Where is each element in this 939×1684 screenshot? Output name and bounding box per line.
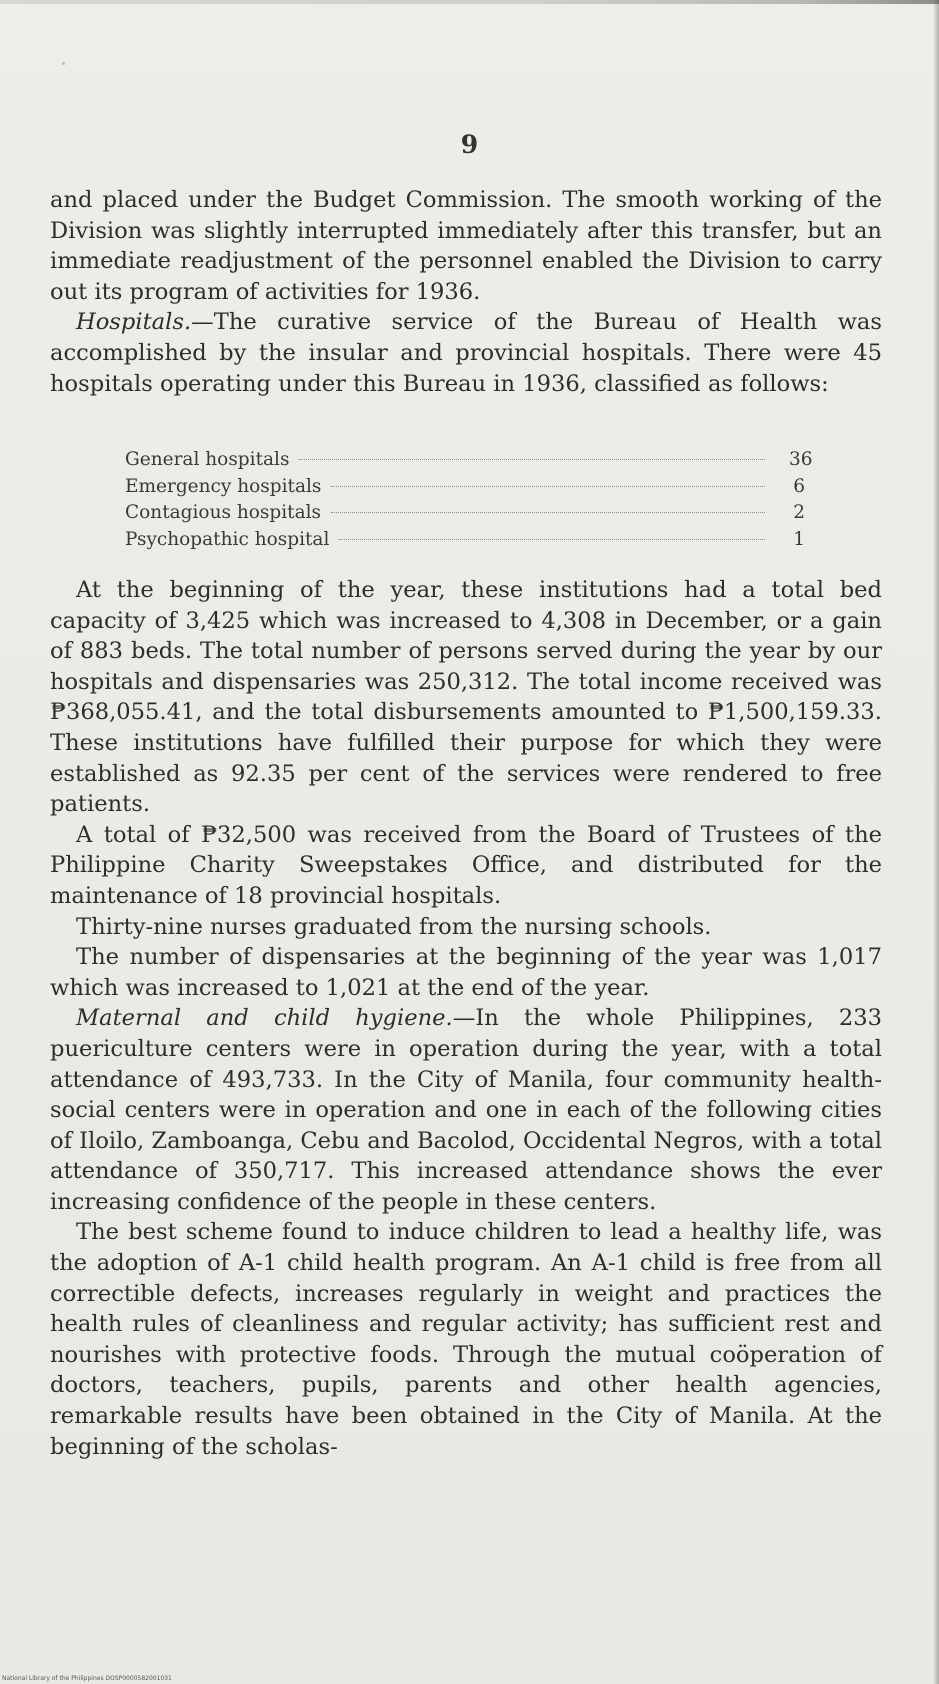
- paragraph-text: and placed under the Budget Commission. The smooth working of the Division was slightly interrupted immediately after this transfer, but an immediate readjustment of the personnel enabled the Division to carry out its program of activities for 1936.: [50, 187, 882, 305]
- paragraph-text: Thirty-nine nurses graduated from the nursing schools.: [76, 913, 712, 940]
- list-item: [125, 474, 825, 501]
- section-heading-maternal-child-hygiene: Maternal and child hygiene.: [76, 1005, 453, 1032]
- paragraph-text: —The curative service of the Bureau of Health was accomplished by the insular and provincial hospitals. There were 45 hospitals operating under this Bureau in 1936, classified as follows:: [50, 309, 882, 397]
- paper-speck: [62, 62, 65, 65]
- paragraph-hospitals: [50, 307, 882, 399]
- paragraph: [50, 912, 882, 943]
- hospital-count: 2: [793, 502, 805, 523]
- paragraph-text: —In the whole Philippines, 233 puericulture centers were in operation during the year, with a total attendance of 493,733. In the City of Manila, four community health-social centers were in operation and one in each of the following cities of Iloilo, Zamboanga, Cebu and Bacolod, Occidental Negros, with a total attendance of 350,717. This increased attendance shows the ever increasing confidence of the people in these centers.: [50, 1005, 883, 1215]
- hospital-classification-list: [125, 447, 825, 553]
- paragraph-text: At the beginning of the year, these institutions had a total bed capacity of 3,425 which was increased to 4,308 in December, or a gain of 883 beds. The total number of persons served during the year by our hospitals and dispensaries was 250,312. The total income received was ₱368,055.41, and the total disbursements amounted to ₱1,500,159.33. These institutions have fulfilled their purpose for which they were established as 92.35 per cent of the services were rendered to free patients.: [50, 577, 882, 818]
- paragraph-continued: [50, 185, 882, 307]
- text-block-top: [50, 185, 882, 399]
- hospital-count: 6: [793, 475, 805, 497]
- hospital-count: 36: [789, 449, 813, 470]
- dot-leader: [331, 486, 765, 487]
- hospital-type: Contagious hospitals: [125, 502, 322, 523]
- hospital-type: General hospitals: [125, 449, 290, 470]
- hospital-type: Psychopathic hospital: [125, 528, 330, 550]
- page-number: 9: [460, 130, 479, 159]
- list-item: [125, 527, 825, 554]
- dot-leader: [331, 512, 765, 513]
- text-block-bottom: [50, 575, 882, 1462]
- paragraph-text: The number of dispensaries at the beginning of the year was 1,017 which was increased to 1,021 at the end of the year.: [50, 944, 882, 1001]
- paragraph: [50, 820, 882, 912]
- paragraph-text: The best scheme found to induce children to lead a healthy life, was the adoption of A-1 child health program. An A-1 child is free from all correctible defects, increases regularly in weight and practices the health rules of cleanliness and regular activity; has sufficient rest and nourishes with protective foods. Through the mutual coöperation of doctors, teachers, pupils, parents and other health agencies, remarkable results have been obtained in the City of Manila. At the beginning of the scholas-: [50, 1219, 882, 1460]
- paragraph: [50, 1217, 882, 1462]
- paragraph: [50, 942, 882, 1003]
- scan-footer-label: National Library of the Philippines DOSP0000582001031: [2, 1675, 172, 1682]
- dot-leader: [299, 459, 765, 460]
- list-item: [125, 500, 825, 527]
- hospital-count: 1: [793, 528, 805, 550]
- page-top-edge: [0, 0, 939, 4]
- paragraph-text: A total of ₱32,500 was received from the Board of Trustees of the Philippine Charity Sweepstakes Office, and distributed for the maintenance of 18 provincial hospitals.: [50, 821, 882, 909]
- page-right-edge-shadow: [933, 0, 939, 1684]
- dot-leader: [339, 539, 765, 540]
- paragraph-maternal-child-hygiene: [50, 1003, 882, 1217]
- paragraph: [50, 575, 882, 820]
- hospital-type: Emergency hospitals: [125, 475, 322, 497]
- section-heading-hospitals: Hospitals.: [76, 309, 192, 336]
- list-item: [125, 447, 825, 474]
